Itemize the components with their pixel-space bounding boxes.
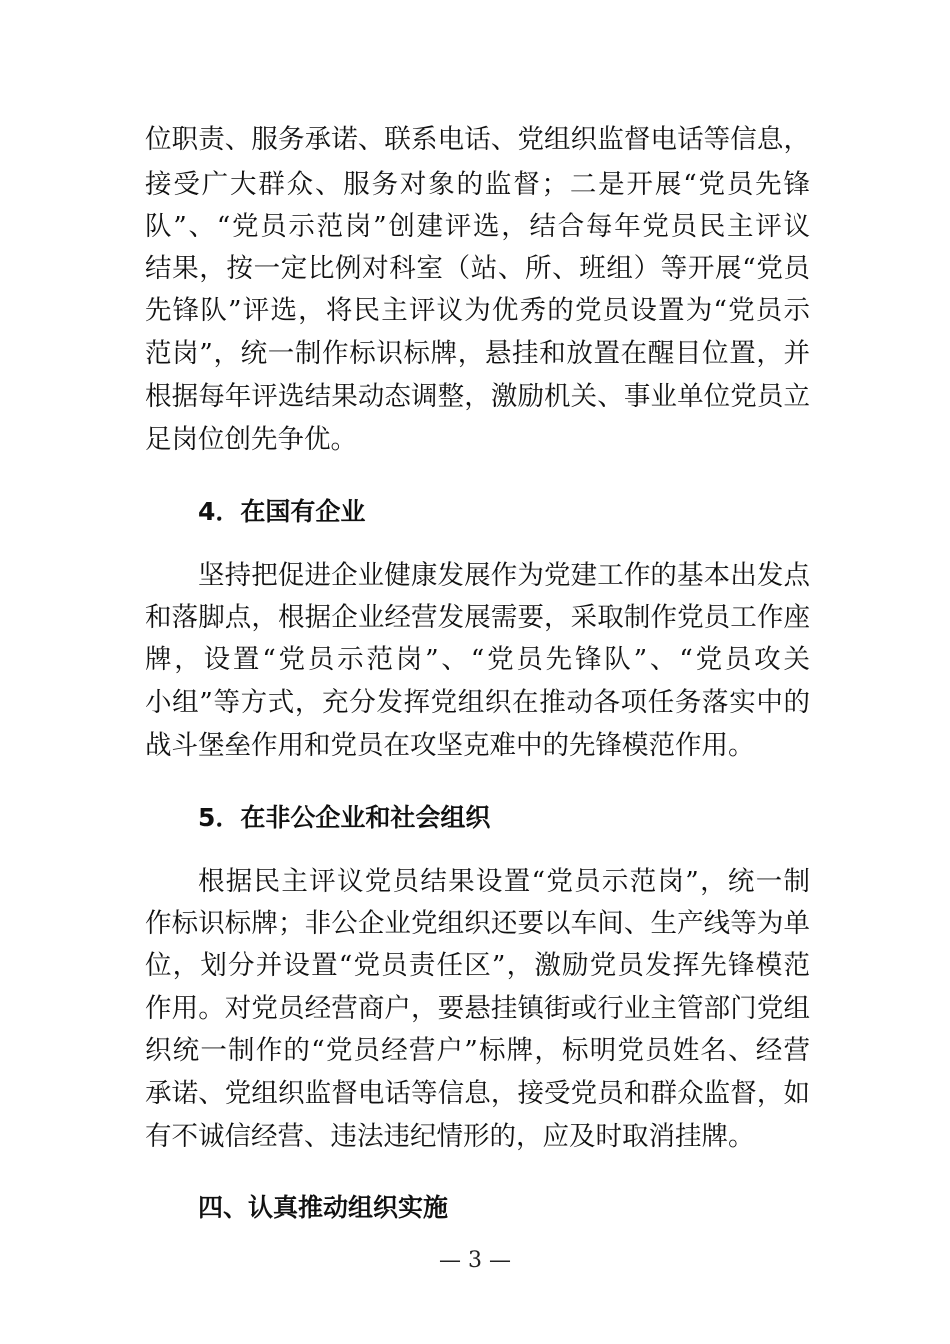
paragraph-line: 有不诚信经营、违法违纪情形的，应及时取消挂牌。 bbox=[145, 1121, 755, 1152]
paragraph-line: 接受广大群众、服务对象的监督；二是开展“党员先锋 bbox=[145, 169, 810, 200]
paragraph-line: 牌，设置“党员示范岗”、“党员先锋队”、“党员攻关 bbox=[145, 644, 810, 675]
paragraph-line: 队”、“党员示范岗”创建评选，结合每年党员民主评议 bbox=[145, 211, 810, 242]
paragraph-line: 作用。对党员经营商户，要悬挂镇街或行业主管部门党组 bbox=[145, 993, 810, 1024]
paragraph-line: 足岗位创先争优。 bbox=[145, 424, 357, 455]
paragraph-line: 作标识标牌；非公企业党组织还要以车间、生产线等为单 bbox=[145, 908, 810, 939]
paragraph-line: 小组”等方式，充分发挥党组织在推动各项任务落实中的 bbox=[145, 687, 810, 718]
paragraph-line: 根据民主评议党员结果设置“党员示范岗”，统一制 bbox=[198, 866, 810, 897]
section-heading-4: 4．在国有企业 bbox=[198, 497, 366, 526]
paragraph-line: 织统一制作的“党员经营户”标牌，标明党员姓名、经营 bbox=[145, 1035, 810, 1066]
paragraph-line: 和落脚点，根据企业经营发展需要，采取制作党员工作座 bbox=[145, 602, 810, 633]
paragraph-line: 先锋队”评选，将民主评议为优秀的党员设置为“党员示 bbox=[145, 295, 810, 326]
paragraph-line: 战斗堡垒作用和党员在攻坚克难中的先锋模范作用。 bbox=[145, 730, 755, 761]
paragraph-line: 承诺、党组织监督电话等信息，接受党员和群众监督，如 bbox=[145, 1078, 810, 1109]
paragraph-line: 位职责、服务承诺、联系电话、党组织监督电话等信息， bbox=[145, 124, 810, 155]
paragraph-line: 位，划分并设置“党员责任区”，激励党员发挥先锋模范 bbox=[145, 950, 810, 981]
paragraph-line: 根据每年评选结果动态调整，激励机关、事业单位党员立 bbox=[145, 381, 810, 412]
paragraph-line: 结果，按一定比例对科室（站、所、班组）等开展“党员 bbox=[145, 253, 810, 284]
paragraph-line: 范岗”，统一制作标识标牌，悬挂和放置在醒目位置，并 bbox=[145, 338, 810, 369]
section-heading-5: 5．在非公企业和社会组织 bbox=[198, 803, 491, 832]
paragraph-line: 坚持把促进企业健康发展作为党建工作的基本出发点 bbox=[198, 560, 810, 591]
chapter-heading-4: 四、认真推动组织实施 bbox=[198, 1193, 449, 1222]
page-number: — 3 — bbox=[439, 1248, 511, 1273]
